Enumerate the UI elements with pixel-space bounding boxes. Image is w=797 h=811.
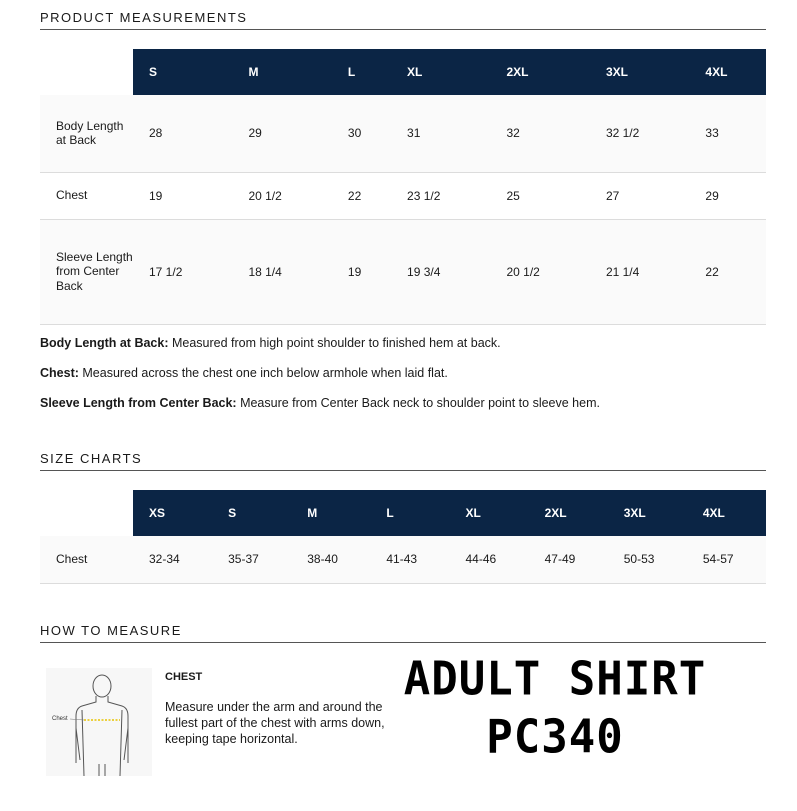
note-text: Measured from high point shoulder to finished hem at back. [168,336,501,350]
figure-chest-label: Chest [52,716,68,722]
table-cell: 32 1/2 [590,95,689,172]
note-body-length [40,336,600,351]
table-cell: 38-40 [291,536,370,583]
size-header: L [332,49,391,95]
size-header: 3XL [590,49,689,95]
size-header: 2XL [529,490,608,536]
note-sleeve-length [40,396,600,411]
table-cell: 32-34 [133,536,212,583]
table-row [40,536,766,583]
table-cell: 22 [689,219,766,324]
table-cell: 28 [133,95,232,172]
product-title-line1: ADULT SHIRT [403,652,707,707]
product-title-line2: PC340 [486,710,624,765]
table-cell: 29 [689,172,766,219]
table-cell: 25 [490,172,589,219]
size-header: 4XL [687,490,766,536]
row-label: Chest [40,536,133,583]
size-header: M [291,490,370,536]
table-cell: 33 [689,95,766,172]
row-label: Sleeve Length from Center Back [40,219,133,324]
size-header: S [212,490,291,536]
body-outline-illustration [46,668,152,776]
section-title-size-charts: SIZE CHARTS [40,451,766,471]
table-cell: 32 [490,95,589,172]
table-cell: 17 1/2 [133,219,232,324]
table-cell: 20 1/2 [490,219,589,324]
table-row [40,95,766,172]
table-cell: 27 [590,172,689,219]
note-chest [40,366,600,381]
size-header: 3XL [608,490,687,536]
note-term: Sleeve Length from Center Back: [40,396,237,410]
table-cell: 21 1/4 [590,219,689,324]
measurement-notes [40,336,600,426]
table-row [40,219,766,324]
header-blank [40,49,133,95]
table-cell: 47-49 [529,536,608,583]
table-header-row [40,49,766,95]
size-header: L [370,490,449,536]
size-header: 2XL [490,49,589,95]
table-header-row [40,490,766,536]
table-cell: 54-57 [687,536,766,583]
section-title-how-to-measure: HOW TO MEASURE [40,623,766,643]
row-label: Body Length at Back [40,95,133,172]
table-cell: 18 1/4 [232,219,331,324]
table-cell: 19 [332,219,391,324]
size-header: 4XL [689,49,766,95]
size-header: XL [391,49,490,95]
table-cell: 31 [391,95,490,172]
size-charts-table [40,490,766,584]
note-term: Body Length at Back: [40,336,169,350]
header-blank [40,490,133,536]
table-cell: 41-43 [370,536,449,583]
note-term: Chest: [40,366,79,380]
table-cell: 19 [133,172,232,219]
size-header: XS [133,490,212,536]
table-cell: 44-46 [450,536,529,583]
table-cell: 29 [232,95,331,172]
size-header: S [133,49,232,95]
table-cell: 50-53 [608,536,687,583]
size-header: M [232,49,331,95]
section-title-product-measurements: PRODUCT MEASUREMENTS [40,10,766,30]
table-cell: 20 1/2 [232,172,331,219]
table-cell: 22 [332,172,391,219]
table-cell: 23 1/2 [391,172,490,219]
table-cell: 35-37 [212,536,291,583]
how-to-measure-text: Measure under the arm and around the fullest part of the chest with arms down, keeping tape horizontal. [165,700,385,746]
how-to-measure-heading: CHEST [165,671,203,683]
table-cell: 19 3/4 [391,219,490,324]
size-header: XL [450,490,529,536]
table-row [40,172,766,219]
chest-measurement-figure [46,668,152,776]
table-cell: 30 [332,95,391,172]
product-measurements-table [40,49,766,325]
row-label: Chest [40,172,133,219]
note-text: Measure from Center Back neck to shoulder point to sleeve hem. [236,396,600,410]
note-text: Measured across the chest one inch below armhole when laid flat. [78,366,448,380]
